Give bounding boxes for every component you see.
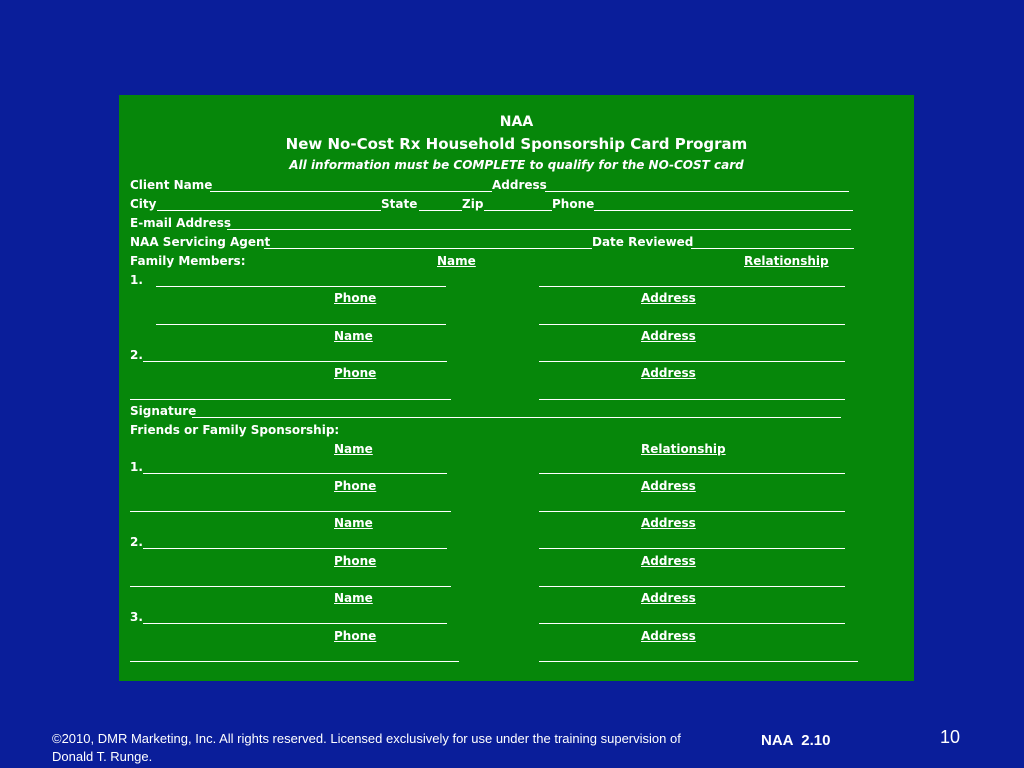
family-members-label: Family Members:	[130, 254, 246, 268]
friend-2-address-label: Address	[641, 554, 696, 568]
signature-label: Signature	[130, 404, 197, 418]
form-subtitle: New No-Cost Rx Household Sponsorship Card Program	[285, 135, 748, 153]
friend-2-phone-label: Phone	[334, 554, 377, 568]
form-note: All information must be COMPLETE to qualify for the NO-COST card	[289, 158, 744, 172]
family-name-header: Name	[437, 254, 476, 268]
friend-1-relationship-field[interactable]	[539, 473, 845, 474]
friend-3-address-label: Address	[641, 629, 696, 643]
family-1-relationship-field[interactable]	[539, 286, 845, 287]
family-1-phone-field[interactable]	[156, 324, 446, 325]
client-name-label: Client Name	[130, 178, 213, 192]
friend-1-name-field[interactable]	[143, 473, 447, 474]
date-reviewed-label: Date Reviewed	[592, 235, 694, 249]
friend-2-name-label: Name	[334, 516, 373, 530]
signature-field[interactable]	[192, 417, 841, 418]
friends-label: Friends or Family Sponsorship:	[130, 423, 340, 437]
phone-label: Phone	[552, 197, 595, 211]
friend-1-phone-label: Phone	[334, 479, 377, 493]
family-number-1: 1.	[130, 273, 143, 287]
friend-number-3: 3.	[130, 610, 143, 624]
form-title: NAA	[499, 114, 534, 130]
city-field[interactable]	[157, 210, 381, 211]
email-field[interactable]	[227, 229, 851, 230]
slide-label: NAA 2.10	[761, 732, 831, 749]
family-2-address2-field[interactable]	[539, 399, 845, 400]
client-name-field[interactable]	[210, 191, 492, 192]
address-field[interactable]	[545, 191, 849, 192]
friend-1-phone-field[interactable]	[130, 511, 451, 512]
family-2-name-field[interactable]	[143, 361, 447, 362]
friend-2-address2-field[interactable]	[539, 586, 845, 587]
friend-2-name-field[interactable]	[143, 548, 447, 549]
friend-3-phone-field[interactable]	[130, 661, 459, 662]
email-label: E-mail Address	[130, 216, 231, 230]
phone-field[interactable]	[594, 210, 853, 211]
friend-2-address-label-top: Address	[641, 516, 696, 530]
friend-3-name-label: Name	[334, 591, 373, 605]
friend-1-address-label: Address	[641, 479, 696, 493]
friend-3-address-field[interactable]	[539, 623, 845, 624]
sponsorship-form-card	[119, 95, 914, 681]
city-label: City	[130, 197, 157, 211]
address-label: Address	[492, 178, 547, 192]
friends-relationship-header: Relationship	[641, 442, 726, 456]
family-1-name-field[interactable]	[156, 286, 446, 287]
family-2-address-label: Address	[641, 366, 696, 380]
family-relationship-header: Relationship	[744, 254, 829, 268]
friend-1-address-field[interactable]	[539, 511, 845, 512]
friend-3-address-label-top: Address	[641, 591, 696, 605]
friend-2-address-field[interactable]	[539, 548, 845, 549]
friend-number-2: 2.	[130, 535, 143, 549]
family-2-address-field[interactable]	[539, 361, 845, 362]
family-1-address-field[interactable]	[539, 324, 845, 325]
date-reviewed-field[interactable]	[691, 248, 854, 249]
family-1-address-label: Address	[641, 291, 696, 305]
friend-3-name-field[interactable]	[143, 623, 447, 624]
friend-3-address2-field[interactable]	[539, 661, 858, 662]
family-2-address-label-top: Address	[641, 329, 696, 343]
state-field[interactable]	[419, 210, 462, 211]
page-number: 10	[940, 727, 961, 747]
family-2-name-label: Name	[334, 329, 373, 343]
friends-name-header: Name	[334, 442, 373, 456]
friend-2-phone-field[interactable]	[130, 586, 451, 587]
agent-field[interactable]	[264, 248, 592, 249]
friend-number-1: 1.	[130, 460, 143, 474]
family-1-phone-label: Phone	[334, 291, 377, 305]
family-2-phone-label: Phone	[334, 366, 377, 380]
zip-label: Zip	[462, 197, 484, 211]
family-2-phone-field[interactable]	[130, 399, 451, 400]
agent-label: NAA Servicing Agent	[130, 235, 271, 249]
state-label: State	[381, 197, 418, 211]
friend-3-phone-label: Phone	[334, 629, 377, 643]
family-number-2: 2.	[130, 348, 143, 362]
zip-field[interactable]	[484, 210, 552, 211]
copyright-notice: ©2010, DMR Marketing, Inc. All rights reserved. Licensed exclusively for use under the training supervision of Donald T. Runge.	[52, 731, 681, 764]
